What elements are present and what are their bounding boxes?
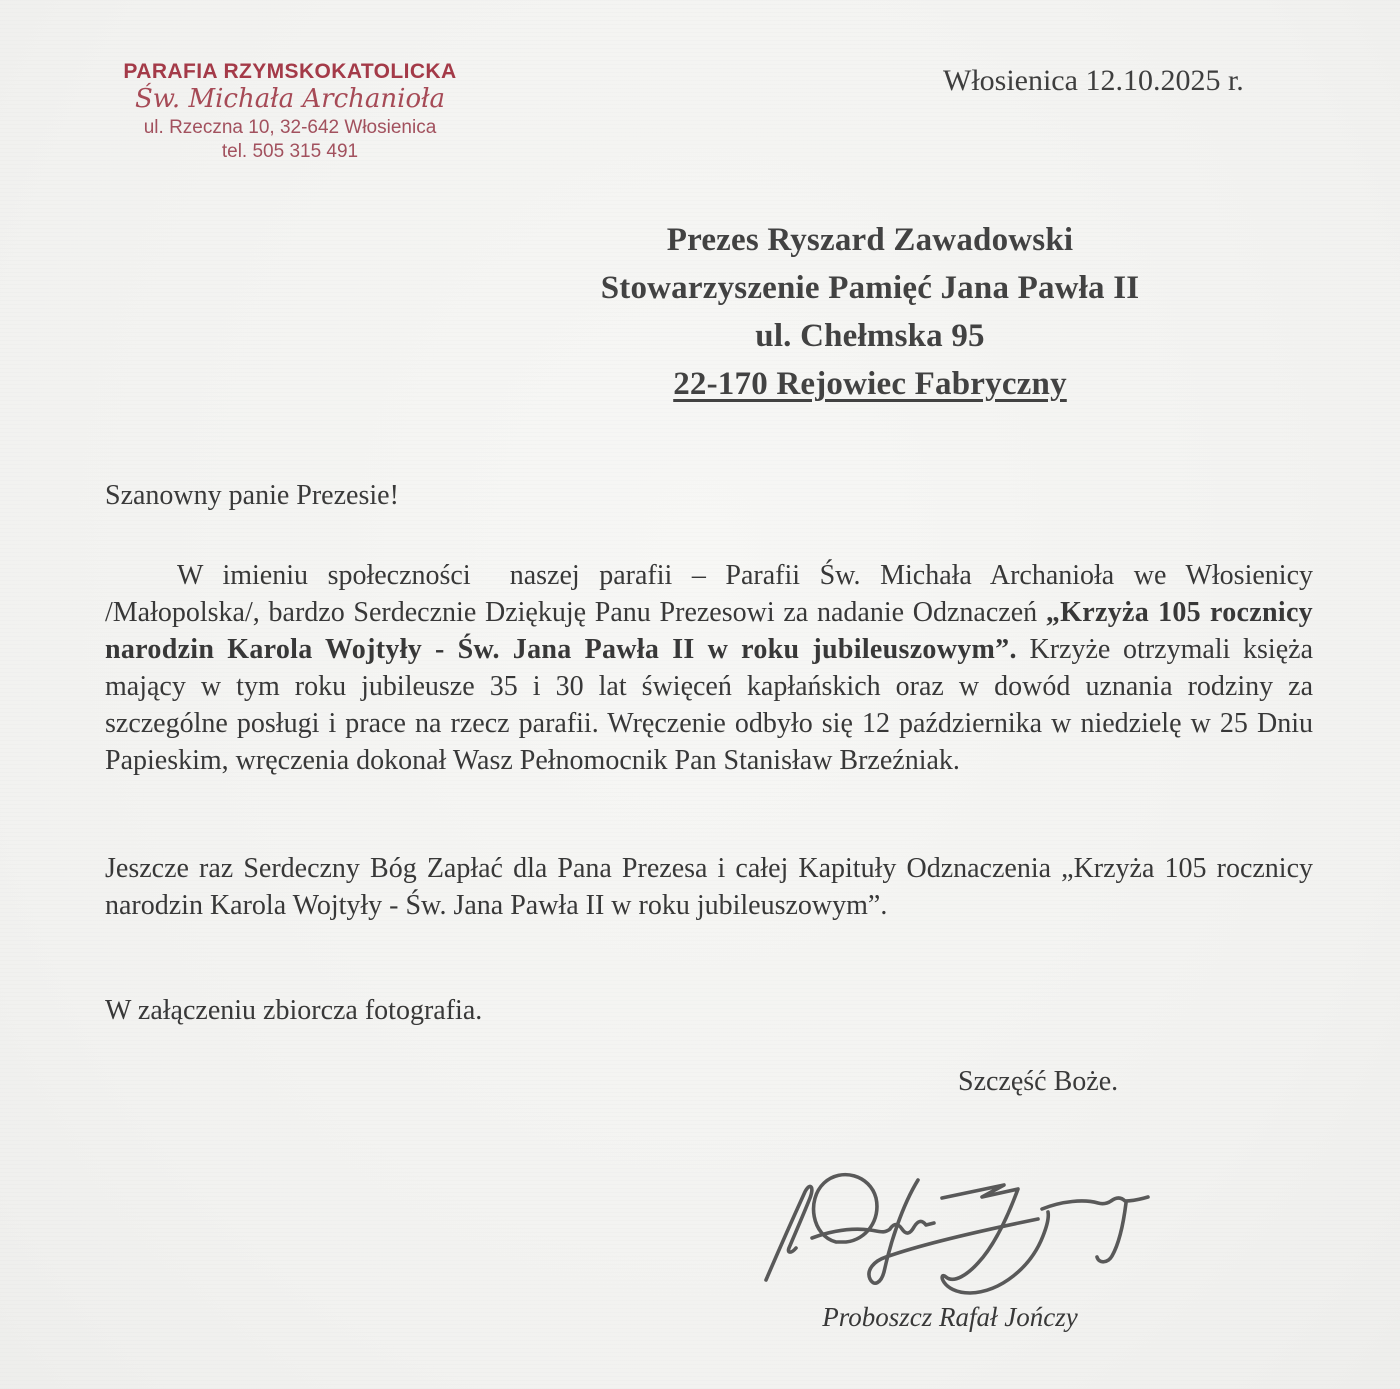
signature-stroke-hook xyxy=(1097,1203,1126,1262)
date-line: Włosienica 12.10.2025 r. xyxy=(943,64,1244,97)
salutation: Szanowny panie Prezesie! xyxy=(105,480,399,511)
body-paragraph-1-continued: Krzyże otrzymali księża mający w tym roku jubileusze 35 i 30 lat święceń kapłańskich oraz w dowód uznania rodziny za szczególne posługi i prace na rzecz parafii. Wręczenie odbyło się 12 października w niedzielę w 25 Dniu Papieskim, wręczenia dokonał Wasz Pełnomocnik Pan Stanisław Brzeźniak. xyxy=(105,634,1320,776)
closing-phrase: Szczęść Boże. xyxy=(958,1066,1119,1097)
body-paragraph-2: Jeszcze raz Serdeczny Bóg Zapłać dla Pana Prezesa i całej Kapituły Odznaczenia „Krzyża 105 rocznicy narodzin Karola Wojtyły - Św. Jana Pawła II w roku jubileuszowym”. xyxy=(105,853,1320,921)
recipient-block xyxy=(470,216,1270,408)
recipient-organization: Stowarzyszenie Pamięć Jana Pawła II xyxy=(600,270,1140,306)
letterhead-stamp xyxy=(100,60,480,163)
signature-stroke-circle xyxy=(814,1175,877,1242)
parish-address: ul. Rzeczna 10, 32-642 Włosienica xyxy=(143,117,437,139)
parish-patron: Św. Michała Archanioła xyxy=(134,84,446,115)
parish-phone: tel. 505 315 491 xyxy=(221,140,359,162)
signature-stroke-seven xyxy=(942,1185,1048,1293)
recipient-city: 22-170 Rejowiec Fabryczny xyxy=(673,366,1067,402)
signature-stroke-squiggle xyxy=(1042,1197,1148,1209)
signature-scrawl-svg xyxy=(738,1156,1170,1322)
attachment-note: W załączeniu zbiorcza fotografia. xyxy=(105,995,483,1026)
signer-name: Proboszcz Rafał Jończy xyxy=(822,1302,1078,1332)
body-paragraph-1-text: W imieniu społeczności naszej parafii – Parafii Św. Michała Archanioła we Włosienicy /Małopolska/, bardzo Serdecznie Dziękuję Panu Prezesowi za nadanie Odznaczeń xyxy=(105,560,1320,628)
recipient-name: Prezes Ryszard Zawadowski xyxy=(666,222,1074,258)
award-name-bold: „Krzyża 105 rocznicy narodzin Karola Wojtyły - Św. Jana Pawła II w roku jubileuszowym”. xyxy=(105,597,1321,665)
signature-stroke-leaf xyxy=(766,1186,812,1280)
recipient-street: ul. Chełmska 95 xyxy=(755,318,985,354)
parish-name: PARAFIA RZYMSKOKATOLICKA xyxy=(123,60,457,83)
body-paragraph-1 xyxy=(105,557,1321,779)
handwritten-signature xyxy=(738,1156,1170,1322)
